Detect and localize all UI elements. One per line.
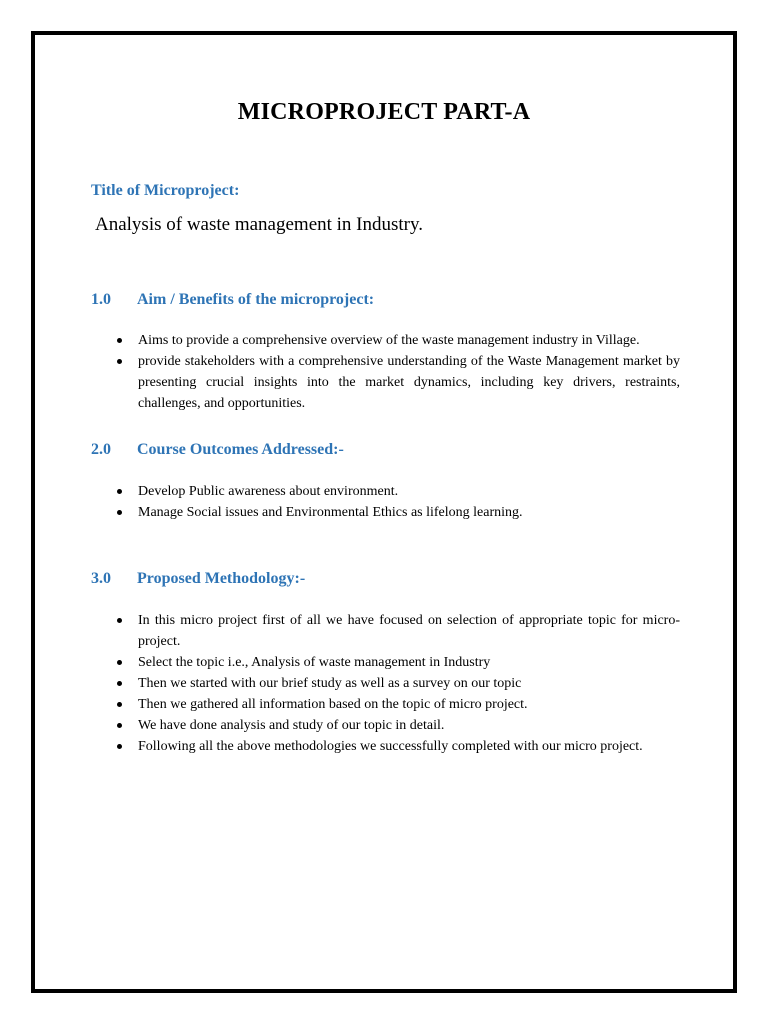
- project-title: Analysis of waste management in Industry.: [95, 214, 424, 235]
- section-heading-aim: [91, 290, 374, 310]
- section-number: 3.0: [91, 570, 111, 587]
- section-heading-methodology: [91, 569, 305, 589]
- list-item: Then we started with our brief study as well as a survey on our topic: [117, 673, 680, 694]
- methodology-bullet-list: [117, 610, 680, 757]
- list-item: Develop Public awareness about environment.: [117, 481, 680, 502]
- section-number: 1.0: [91, 291, 111, 308]
- list-item: provide stakeholders with a comprehensive understanding of the Waste Management market by presenting crucial insights into the market dynamics, including key drivers, restraints, challenges, and opportunities.: [117, 351, 680, 414]
- title-of-microproject-label: Title of Microproject:: [91, 182, 240, 199]
- section-number: 2.0: [91, 441, 111, 458]
- list-item: We have done analysis and study of our topic in detail.: [117, 715, 680, 736]
- list-item: Aims to provide a comprehensive overview of the waste management industry in Village.: [117, 330, 680, 351]
- list-item: Then we gathered all information based on the topic of micro project.: [117, 694, 680, 715]
- course-outcomes-bullet-list: [117, 481, 680, 523]
- document-page: [31, 31, 737, 993]
- document-title: MICROPROJECT PART-A: [237, 99, 531, 125]
- list-item: Select the topic i.e., Analysis of waste management in Industry: [117, 652, 680, 673]
- aim-bullet-list: [117, 330, 680, 414]
- list-item: Manage Social issues and Environmental Ethics as lifelong learning.: [117, 502, 680, 523]
- list-item: Following all the above methodologies we successfully completed with our micro project.: [117, 736, 680, 757]
- list-item: In this micro project first of all we have focused on selection of appropriate topic for micro-project.: [117, 610, 680, 652]
- section-heading-text: Proposed Methodology:-: [137, 570, 306, 587]
- section-heading-text: Course Outcomes Addressed:-: [137, 441, 344, 458]
- section-heading-text: Aim / Benefits of the microproject:: [137, 291, 375, 308]
- section-heading-course-outcomes: [91, 440, 344, 460]
